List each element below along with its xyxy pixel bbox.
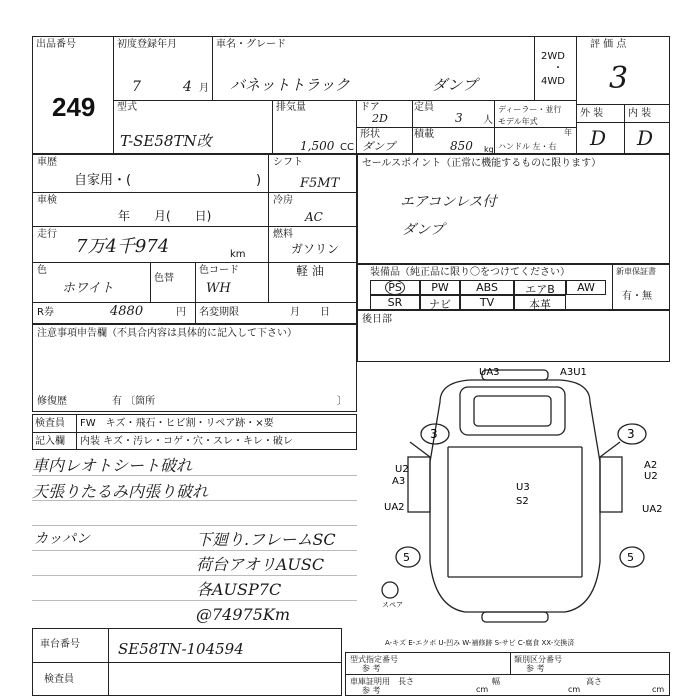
- dmg-ua3: UA3: [479, 367, 500, 378]
- dmg-a3u1: A3U1: [560, 367, 587, 378]
- dmg-3-right: 3: [627, 427, 635, 441]
- name-change: 月 日: [290, 307, 330, 318]
- color: ホワイト: [62, 281, 114, 296]
- kg-unit: kg: [484, 145, 494, 154]
- recycle: 4880: [110, 304, 144, 319]
- equipment-label: 装備品（純正品に限り〇をつけてください）: [370, 267, 570, 278]
- equip-aw: AW: [566, 280, 606, 295]
- dmg-ua2-left: UA2: [384, 502, 405, 513]
- color-code-label: 色コード: [199, 265, 239, 276]
- note-frame4: @74975Km: [196, 605, 291, 624]
- notes-label: 注意事項申告欄（不具合内容は具体的に記入して下さい）: [37, 328, 297, 339]
- inspect-row1-label: 検査員: [35, 418, 65, 429]
- note-kanban: カッパン: [34, 531, 90, 547]
- grade-label: 評 価 点: [590, 39, 627, 50]
- wd-dot: ・: [553, 63, 563, 74]
- equip-airbag: エアB: [514, 280, 566, 295]
- history-values: 自家用・(: [74, 173, 132, 188]
- reg-month: 4: [183, 79, 192, 95]
- recolor-label: 色替: [154, 273, 174, 284]
- body-code: T-SE58TN改: [120, 132, 212, 150]
- dmg-a3-left: A3: [392, 476, 406, 487]
- displacement-label: 排気量: [276, 102, 306, 113]
- note-line2: 天張りたるみ内張り破れ: [32, 482, 209, 501]
- equip-navi: ナビ: [420, 295, 460, 310]
- equip-tv: TV: [460, 295, 514, 310]
- history-paren: ): [256, 173, 262, 188]
- lot-label: 出品番号: [36, 39, 76, 50]
- shape: ダンプ: [362, 140, 396, 153]
- inspect-row2: 内装 キズ・汚レ・コゲ・穴・スレ・キレ・破レ: [80, 436, 293, 447]
- mileage-label: 走行: [37, 229, 57, 240]
- dmg-a2-right: A2: [644, 460, 658, 471]
- sales-label: セールスポイント（正常に機能するものに限ります）: [362, 158, 602, 169]
- chassis-number: SE58TN-104594: [118, 640, 244, 658]
- equip-abs: ABS: [460, 280, 514, 295]
- shift: F5MT: [300, 176, 340, 191]
- inspect-row2-label: 記入欄: [35, 436, 65, 447]
- reg-month-unit: 月: [199, 83, 209, 94]
- cooler: AC: [305, 210, 323, 224]
- damage-legend: A-キズ E-エクボ U-凹み W-補修跡 S-サビ C-腐食 XX-交換済: [385, 639, 575, 647]
- height-cm: cm: [652, 685, 665, 694]
- interior-label: 内 装: [628, 108, 652, 119]
- cc-unit: CC: [340, 142, 354, 153]
- fuel-2: 軽 油: [296, 264, 324, 278]
- dmg-s2-center: S2: [516, 496, 529, 507]
- color-label: 色: [37, 265, 47, 276]
- chassis-label: 車台番号: [40, 639, 80, 650]
- doors: 2D: [372, 112, 388, 125]
- type-ref: 参 考: [362, 664, 381, 673]
- car-diagram: [370, 362, 670, 632]
- doors-label: ドア: [360, 102, 380, 113]
- chassis-inspector-label: 検査員: [44, 674, 74, 685]
- equip-ps: PS: [370, 280, 420, 295]
- recycle-label: R券: [37, 307, 54, 318]
- exterior-label: 外 装: [580, 108, 604, 119]
- interior-grade: D: [637, 126, 654, 150]
- yen-unit: 円: [176, 307, 186, 318]
- model-label: 車名・グレード: [216, 39, 286, 50]
- length-cm: cm: [476, 685, 489, 694]
- dealer-label: ディーラー・並行: [498, 105, 562, 114]
- dmg-5-right: 5: [627, 551, 634, 564]
- history-label: 車歴: [37, 157, 57, 168]
- load-label: 積載: [414, 129, 434, 140]
- cab-roof: [460, 387, 565, 435]
- cert-ref: 参 考: [362, 686, 381, 695]
- handle-label: ハンドル 左・右: [498, 142, 557, 151]
- km-unit: km: [230, 249, 246, 260]
- fuel-label: 燃料: [273, 229, 293, 240]
- note-frame2: 荷台アオリAUSC: [196, 555, 325, 574]
- dmg-u3-center: U3: [516, 482, 530, 493]
- inspect-row1: FW キズ・飛石・ヒビ割・リペア跡・×要: [80, 418, 274, 429]
- repair-value: 有 〔箇所: [112, 396, 156, 407]
- grade: 3: [609, 61, 629, 96]
- repair-close: 〕: [337, 396, 347, 407]
- displacement: 1,500: [300, 139, 335, 153]
- spare-label: スペア: [382, 601, 403, 609]
- model-name: バネットトラック: [230, 76, 350, 94]
- equip-leather: 本革: [514, 295, 566, 310]
- color-code: WH: [206, 281, 231, 296]
- shape-label: 形状: [360, 129, 380, 140]
- warranty-label: 新車保証書: [616, 267, 656, 276]
- class-label: 類別区分番号: [514, 655, 562, 664]
- inspection: 年 月( 日): [118, 209, 212, 223]
- body-code-label: 型式: [117, 102, 137, 113]
- load: 850: [450, 139, 473, 153]
- sales-2: ダンプ: [402, 222, 445, 238]
- inspection-label: 車検: [37, 195, 57, 206]
- first-reg-label: 初度登録年月: [117, 39, 177, 50]
- dmg-ua2-right: UA2: [642, 504, 663, 515]
- type-label: 型式指定番号: [350, 655, 398, 664]
- mileage: 7万4千974: [76, 236, 170, 257]
- dmg-3-left: 3: [430, 427, 438, 441]
- rear-frame: [357, 310, 670, 362]
- warranty: 有・無: [622, 291, 652, 302]
- equip-sr: SR: [370, 295, 420, 310]
- wd2: 2WD: [541, 51, 565, 62]
- name-change-label: 名変期限: [199, 307, 239, 318]
- height-label: 高さ: [586, 677, 602, 686]
- repair-label: 修復歴: [37, 396, 67, 407]
- fuel-1: ガソリン: [291, 242, 340, 256]
- capacity: 3: [455, 111, 463, 125]
- lot-number: 249: [52, 92, 96, 122]
- cooler-label: 冷房: [273, 195, 293, 206]
- equip-pw: PW: [420, 280, 460, 295]
- year-unit: 年: [564, 128, 572, 137]
- reg-year: 7: [132, 79, 141, 95]
- exterior-grade: D: [590, 126, 607, 150]
- capacity-unit: 人: [483, 115, 493, 126]
- capacity-label: 定員: [414, 102, 434, 113]
- note-frame1: 下廻り.フレームSC: [196, 530, 336, 549]
- width-cm: cm: [568, 685, 581, 694]
- wd4: 4WD: [541, 76, 565, 87]
- length-label: 長さ: [398, 677, 414, 686]
- dmg-5-left: 5: [403, 551, 410, 564]
- cert-label: 車庫証明用: [350, 677, 390, 686]
- class-ref: 参 考: [526, 664, 545, 673]
- modelyear-label: モデル年式: [498, 117, 538, 126]
- shift-label: シフト: [273, 157, 303, 168]
- width-label: 幅: [492, 677, 500, 686]
- dmg-u2-left: U2: [395, 464, 409, 475]
- rear-label: 後日部: [362, 314, 392, 325]
- model-grade: ダンプ: [432, 76, 478, 94]
- dmg-u2-right: U2: [644, 471, 658, 482]
- sales-1: エアコンレス付: [400, 194, 497, 210]
- note-frame3: 各AUSP7C: [196, 580, 282, 599]
- note-line1: 車内レオトシート破れ: [32, 456, 193, 475]
